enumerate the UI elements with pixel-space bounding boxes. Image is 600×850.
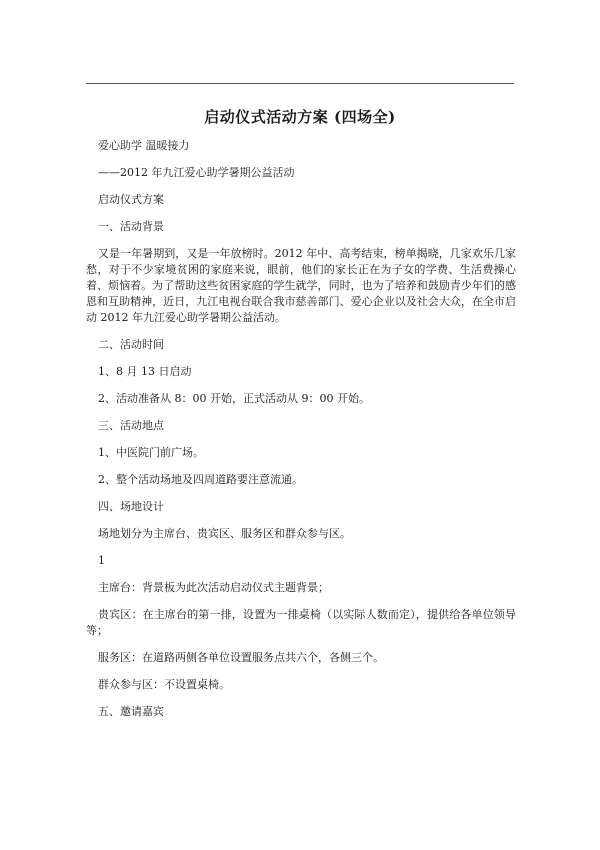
paragraph-subtitle: ——2012 年九江爱心助学暑期公益活动	[98, 166, 295, 179]
paragraph-venue-stage: 主席台：背景板为此次活动启动仪式主题背景；	[98, 581, 329, 594]
paragraph-venue-public: 群众参与区：不设置桌椅。	[98, 678, 230, 691]
section-heading-guests: 五、邀请嘉宾	[98, 705, 164, 718]
paragraph-background: 又是一年暑期到，又是一年放榜时。2012 年中、高考结束，榜单揭晓，几家欢乐几家愁，对于不少家境贫困的家庭来说，眼前，他们的家长正在为子女的学费、生活费操心着、烦恼着。为了帮助这些贫困家庭的学生就学，同时，也为了培养和鼓励青少年们的感恩和互助精神，近日，九江电视台联合我市慈善部门、爱心企业以及社会大众，在全市启动 2012 年九江爱心助学暑期公益活动。	[86, 247, 516, 324]
paragraph-plan-heading: 启动仪式方案	[98, 193, 164, 206]
document-body	[86, 138, 516, 731]
paragraph-venue-overview: 场地划分为主席台、贵宾区、服务区和群众参与区。	[98, 527, 351, 540]
paragraph-venue-service: 服务区：在道路两侧各单位设置服务点共六个，各侧三个。	[98, 651, 384, 664]
paragraph-time-1: 1、8 月 13 日启动	[98, 365, 192, 378]
paragraph-time-2: 2、活动准备从 8：00 开始，正式活动从 9：00 开始。	[98, 392, 370, 405]
section-heading-time: 二、活动时间	[98, 338, 164, 351]
paragraph-location-1: 1、中医院门前广场。	[98, 446, 204, 459]
page-number: 1	[98, 554, 105, 567]
section-heading-venue: 四、场地设计	[98, 500, 164, 513]
document-title: 启动仪式活动方案 (四场全)	[204, 108, 396, 126]
paragraph-venue-vip: 贵宾区：在主席台的第一排，设置为一排桌椅（以实际人数而定），提供给各单位领导等；	[86, 608, 516, 637]
section-heading-location: 三、活动地点	[98, 419, 164, 432]
paragraph-location-2: 2、整个活动场地及四周道路要注意流通。	[98, 473, 303, 486]
section-heading-background: 一、活动背景	[98, 220, 164, 233]
paragraph-slogan: 爱心助学 温暖接力	[98, 139, 190, 152]
header-divider	[86, 83, 514, 84]
